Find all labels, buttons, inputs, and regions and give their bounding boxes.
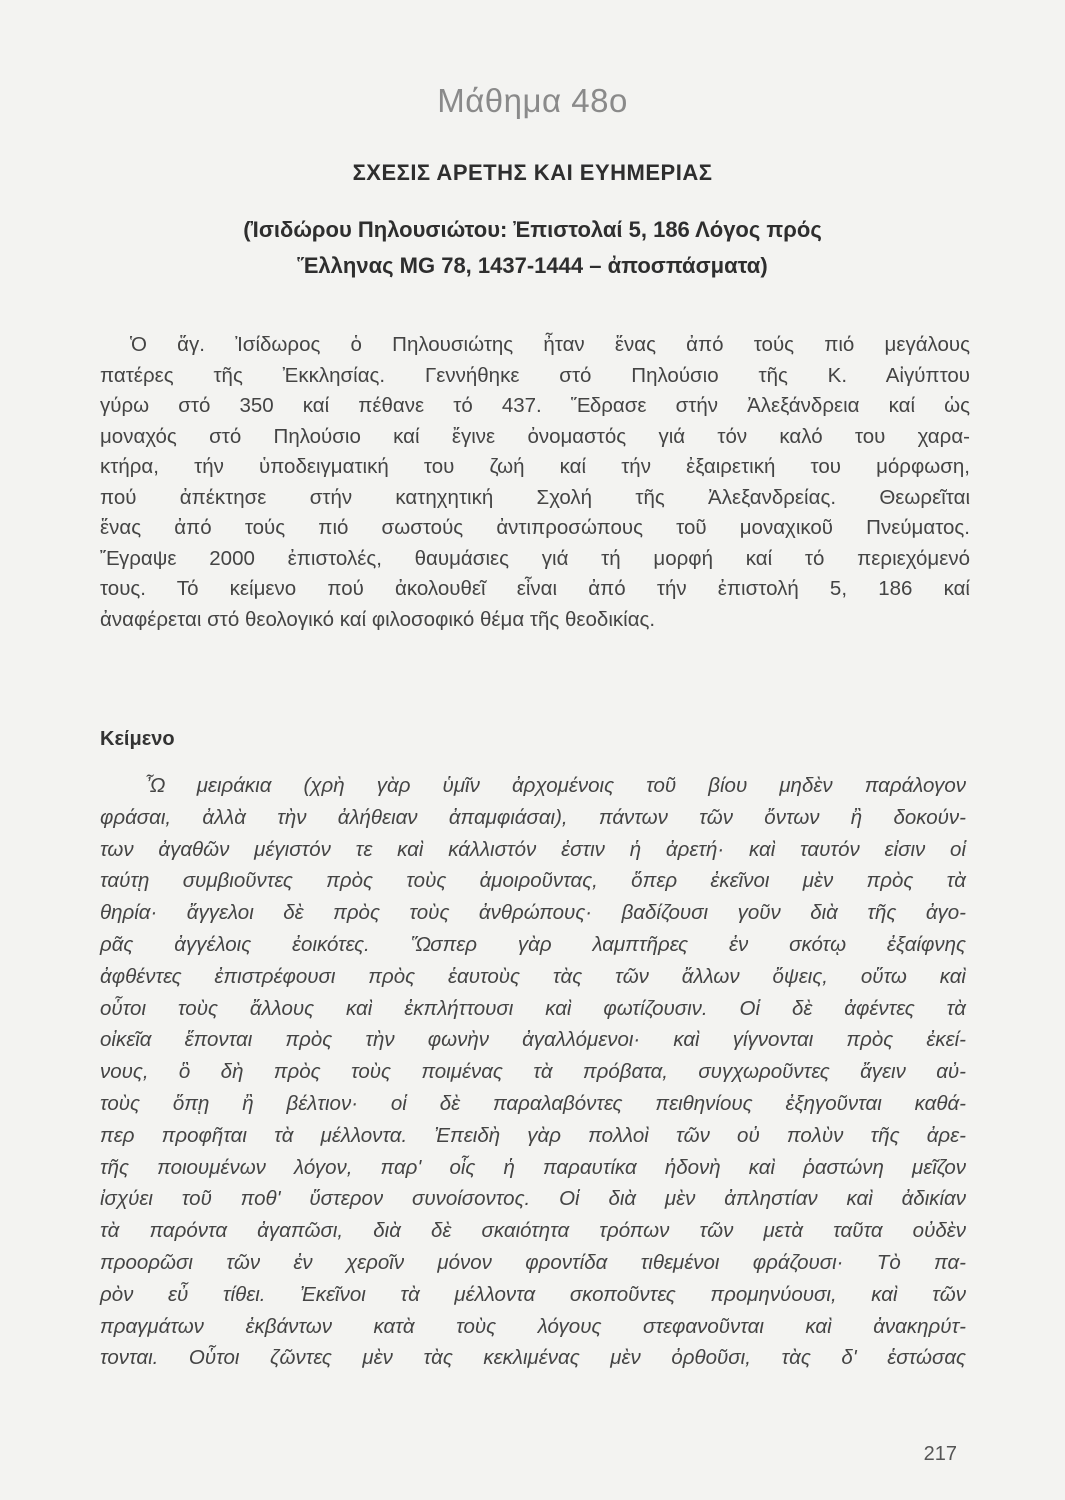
passage-line: ἀφθέντες ἐπιστρέφουσι πρὸς ἑαυτοὺς τὰς τῶν ἄλλων ὄψεις, οὕτω καὶ <box>100 964 966 988</box>
passage-line: ρὸν εὖ τίθει. Ἐκεῖνοι τὰ μέλλοντα σκοποῦντες προμηνύουσι, καὶ τῶν <box>100 1282 966 1306</box>
greek-passage <box>100 770 966 1374</box>
lesson-title: Μάθημα 48ο <box>437 82 628 119</box>
intro-line: ἕνας ἀπό τούς πιό σωστούς ἀντιπροσώπους τοῦ μοναχικοῦ Πνεύματος. <box>100 516 970 539</box>
intro-line: πού ἀπέκτησε στήν κατηχητική Σχολή τῆς Ἀλεξανδρείας. Θεωρεῖται <box>100 485 970 509</box>
intro-line: μοναχός στό Πηλούσιο καί ἔγινε ὀνομαστός γιά τόν καλό του χαρα- <box>100 424 970 448</box>
passage-line: ταύτῃ συμβιοῦντες πρὸς τοὺς ἀμοιροῦντας, ὅπερ ἐκεῖνοι μὲν πρὸς τὰ <box>100 869 966 893</box>
intro-paragraph <box>100 330 970 635</box>
passage-line: πραγμάτων ἐκβάντων κατὰ τοὺς λόγους στεφανοῦνται καὶ ἀνακηρύτ- <box>100 1314 966 1338</box>
source-line-1: (Ἰσιδώρου Πηλουσιώτου: Ἐπιστολαί 5, 186 Λόγος πρός <box>243 217 822 242</box>
passage-line: οὗτοι τοὺς ἄλλους καὶ ἐκπλήττουσι καὶ φωτίζουσιν. Οἱ δὲ ἀφέντες τὰ <box>100 996 966 1020</box>
main-title: ΣΧΕΣΙΣ ΑΡΕΤΗΣ ΚΑΙ ΕΥΗΜΕΡΙΑΣ <box>352 160 713 185</box>
passage-line: τοὺς ὅπῃ ἢ βέλτιον· οἱ δὲ παραλαβόντες πειθηνίους ἐξηγοῦνται καθά- <box>100 1091 966 1115</box>
intro-line: ἀναφέρεται στό θεολογικό καί φιλοσοφικό θέμα τῆς θεοδικίας. <box>100 607 656 631</box>
passage-line: τὰ παρόντα ἀγαπῶσι, διὰ δὲ σκαιότητα τρόπων τῶν μετὰ ταῦτα οὐδὲν <box>100 1219 966 1243</box>
passage-line: τῆς ποιουμένων λόγον, παρ' οἷς ἡ παραυτίκα ἡδονὴ καὶ ῥαστώνη μεῖζον <box>100 1155 966 1179</box>
passage-line: οἰκεῖα ἕπονται πρὸς τὴν φωνὴν ἀγαλλόμενοι· καὶ γίγνονται πρὸς ἐκεί- <box>100 1028 966 1052</box>
intro-line: τους. Τό κείμενο πού ἀκολουθεῖ εἶναι ἀπό τήν ἐπιστολή 5, 186 καί <box>100 577 970 600</box>
source-line-2: Ἕλληνας MG 78, 1437-1444 – ἀποσπάσματα) <box>297 253 768 278</box>
intro-line: Ἔγραψε 2000 ἐπιστολές, θαυμάσιες γιά τή μορφή καί τό περιεχόμενό <box>100 546 970 570</box>
passage-line: των ἀγαθῶν μέγιστόν τε καὶ κάλλιστόν ἐστιν ἡ ἀρετή· καὶ ταυτόν εἰσιν οἱ <box>100 837 966 861</box>
passage-line: νους, ὃ δὴ πρὸς τοὺς ποιμένας τὰ πρόβατα, συγχωροῦντες ἄγειν αὐ- <box>100 1060 966 1084</box>
intro-line: πατέρες τῆς Ἐκκλησίας. Γεννήθηκε στό Πηλούσιο τῆς Κ. Αἰγύπτου <box>100 363 970 387</box>
passage-line: ἰσχύει τοῦ ποθ' ὕστερον συνοίσοντος. Οἱ διὰ μὲν ἀπληστίαν καὶ ἀδικίαν <box>100 1187 966 1211</box>
page-number: 217 <box>923 1443 957 1465</box>
passage-line: περ προφῆται τὰ μέλλοντα. Ἐπειδὴ γὰρ πολλοὶ τῶν οὐ πολὺν τῆς ἀρε- <box>100 1123 966 1147</box>
passage-line: τονται. Οὗτοι ζῶντες μὲν τὰς κεκλιμένας μὲν ὀρθοῦσι, τὰς δ' ἑστώσας <box>100 1346 966 1370</box>
intro-line: γύρω στό 350 καί πέθανε τό 437. Ἕδρασε στήν Ἀλεξάνδρεια καί ὡς <box>100 394 970 417</box>
passage-line: ρᾶς ἀγγέλοις ἐοικότες. Ὥσπερ γὰρ λαμπτῆρες ἐν σκότῳ ἐξαίφνης <box>100 932 966 956</box>
passage-line: Ὦ μειράκια (χρὴ γὰρ ὑμῖν ἀρχομένοις τοῦ βίου μηδὲν παράλογον <box>145 774 966 797</box>
intro-line: Ὁ ἅγ. Ἰσίδωρος ὁ Πηλουσιώτης ἦταν ἕνας ἀπό τούς πιό μεγάλους <box>130 333 970 356</box>
passage-line: θηρία· ἄγγελοι δὲ πρὸς τοὺς ἀνθρώπους· βαδίζουσι γοῦν διὰ τῆς ἀγο- <box>100 901 966 925</box>
passage-line: προορῶσι τῶν ἐν χεροῖν μόνον φροντίδα τιθεμένοι φράζουσι· Τὸ πα- <box>100 1250 966 1274</box>
passage-line: φράσαι, ἀλλὰ τὴν ἀλήθειαν ἀπαμφιάσαι), πάντων τῶν ὄντων ἢ δοκούν- <box>100 805 966 829</box>
intro-line: κτήρα, τήν ὑποδειγματική του ζωή καί τήν ἐξαιρετική του μόρφωση, <box>100 455 970 478</box>
source-citation <box>100 212 965 284</box>
section-heading: Κείμενο <box>100 728 175 750</box>
